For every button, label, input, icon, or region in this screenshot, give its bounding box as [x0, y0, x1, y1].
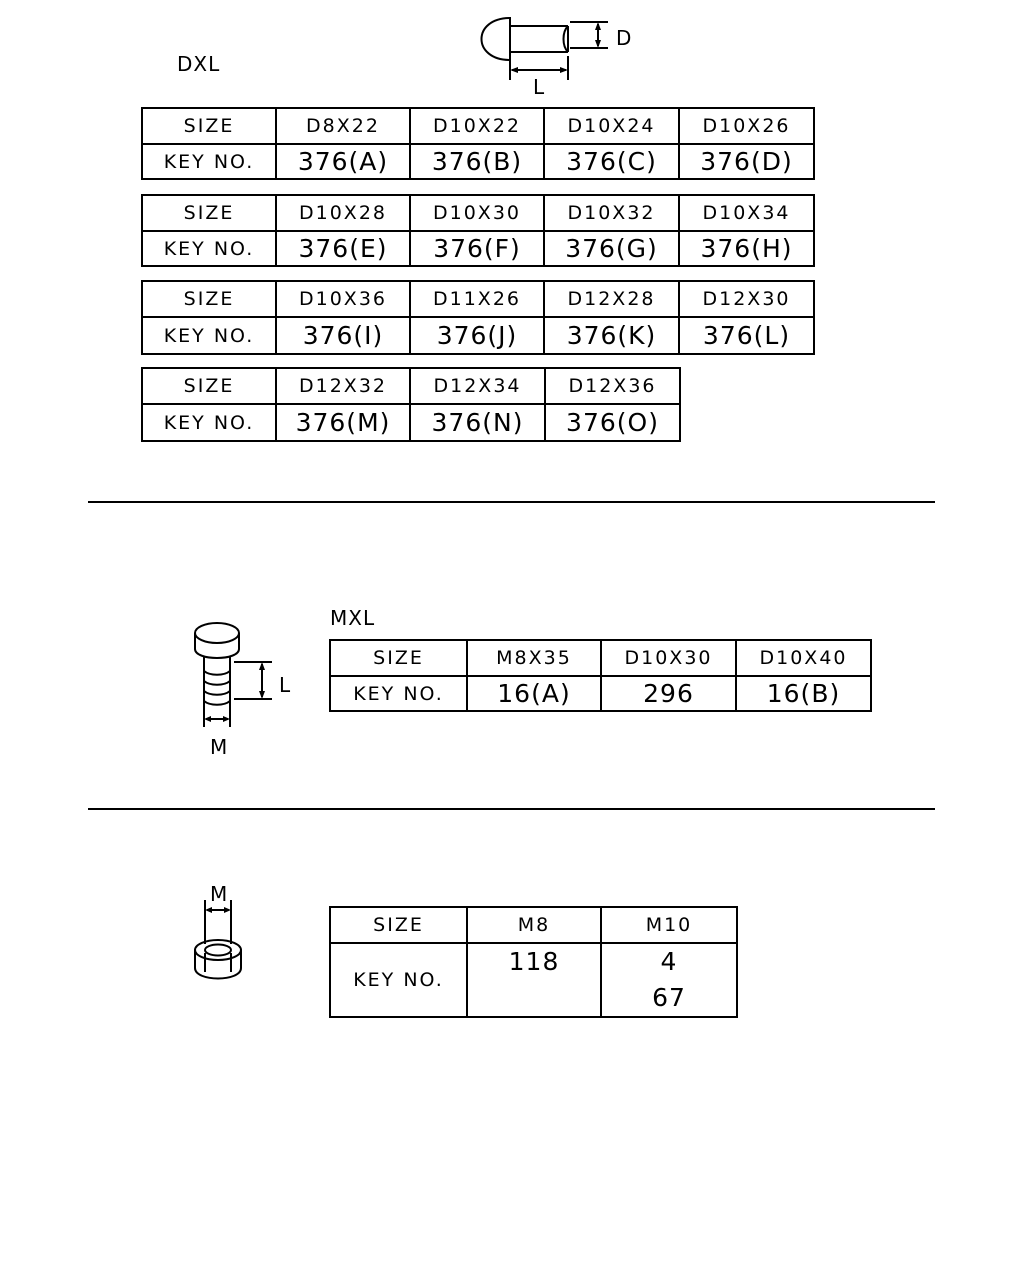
- key-cell: 376(O): [545, 404, 680, 441]
- key-cell: [601, 943, 737, 1017]
- key-row-head: KEY NO.: [142, 144, 276, 179]
- dim-m-label: M: [210, 882, 229, 906]
- size-row-head: SIZE: [142, 195, 276, 231]
- key-cell: 376(D): [679, 144, 814, 179]
- size-cell: D10X26: [679, 108, 814, 144]
- key-cell: 376(G): [544, 231, 679, 266]
- dim-l-label: L: [533, 75, 546, 99]
- nut-table: [329, 906, 738, 1018]
- size-cell: D10X24: [544, 108, 679, 144]
- key-cell: 376(M): [276, 404, 410, 441]
- size-cell: D10X30: [601, 640, 736, 676]
- key-cell: [467, 943, 601, 1017]
- key-cell: 16(A): [467, 676, 601, 711]
- key-value: 67: [652, 983, 686, 1012]
- size-cell: D12X30: [679, 281, 814, 317]
- key-cell: 376(H): [679, 231, 814, 266]
- dxl-table-1: [141, 107, 815, 180]
- dxl-table-2: [141, 194, 815, 267]
- key-cell: 376(F): [410, 231, 544, 266]
- key-cell: 376(C): [544, 144, 679, 179]
- key-cell: 376(N): [410, 404, 545, 441]
- key-row-head: KEY NO.: [330, 676, 467, 711]
- key-cell: 376(J): [410, 317, 544, 354]
- size-cell: D12X28: [544, 281, 679, 317]
- size-cell: D12X34: [410, 368, 545, 404]
- dxl-title: DXL: [177, 52, 221, 76]
- key-value: 4: [660, 947, 678, 976]
- key-cell: 376(I): [276, 317, 410, 354]
- size-cell: D10X28: [276, 195, 410, 231]
- key-row-head: KEY NO.: [142, 231, 276, 266]
- key-cell: 376(L): [679, 317, 814, 354]
- key-row-head: KEY NO.: [142, 317, 276, 354]
- dxl-table-3: [141, 280, 815, 355]
- key-cell: 376(K): [544, 317, 679, 354]
- key-row-head: KEY NO.: [330, 943, 467, 1017]
- size-cell: M10: [601, 907, 737, 943]
- size-cell: D12X36: [545, 368, 680, 404]
- key-cell: 376(A): [276, 144, 410, 179]
- dim-d-label: D: [616, 26, 633, 50]
- size-row-head: SIZE: [142, 108, 276, 144]
- size-cell: D10X36: [276, 281, 410, 317]
- nut-diagram: [185, 900, 255, 985]
- mxl-table: [329, 639, 872, 712]
- size-cell: D8X22: [276, 108, 410, 144]
- key-cell: 376(E): [276, 231, 410, 266]
- size-cell: D10X34: [679, 195, 814, 231]
- size-row-head: SIZE: [330, 640, 467, 676]
- key-cell: 296: [601, 676, 736, 711]
- size-cell: M8X35: [467, 640, 601, 676]
- size-cell: D12X32: [276, 368, 410, 404]
- key-cell: 376(B): [410, 144, 544, 179]
- size-row-head: SIZE: [330, 907, 467, 943]
- size-cell: D10X22: [410, 108, 544, 144]
- section-divider: [88, 501, 935, 503]
- rivet-diagram: [470, 8, 650, 103]
- mxl-title: MXL: [330, 606, 376, 630]
- section-divider: [88, 808, 935, 810]
- size-cell: D11X26: [410, 281, 544, 317]
- dim-m-label: M: [210, 735, 229, 759]
- size-cell: D10X40: [736, 640, 871, 676]
- key-value: 118: [508, 947, 560, 976]
- size-cell: D10X32: [544, 195, 679, 231]
- dxl-table-4: [141, 367, 681, 442]
- size-row-head: SIZE: [142, 368, 276, 404]
- key-cell: 16(B): [736, 676, 871, 711]
- key-row-head: KEY NO.: [142, 404, 276, 441]
- size-cell: M8: [467, 907, 601, 943]
- dim-l-label: L: [279, 673, 292, 697]
- size-cell: D10X30: [410, 195, 544, 231]
- size-row-head: SIZE: [142, 281, 276, 317]
